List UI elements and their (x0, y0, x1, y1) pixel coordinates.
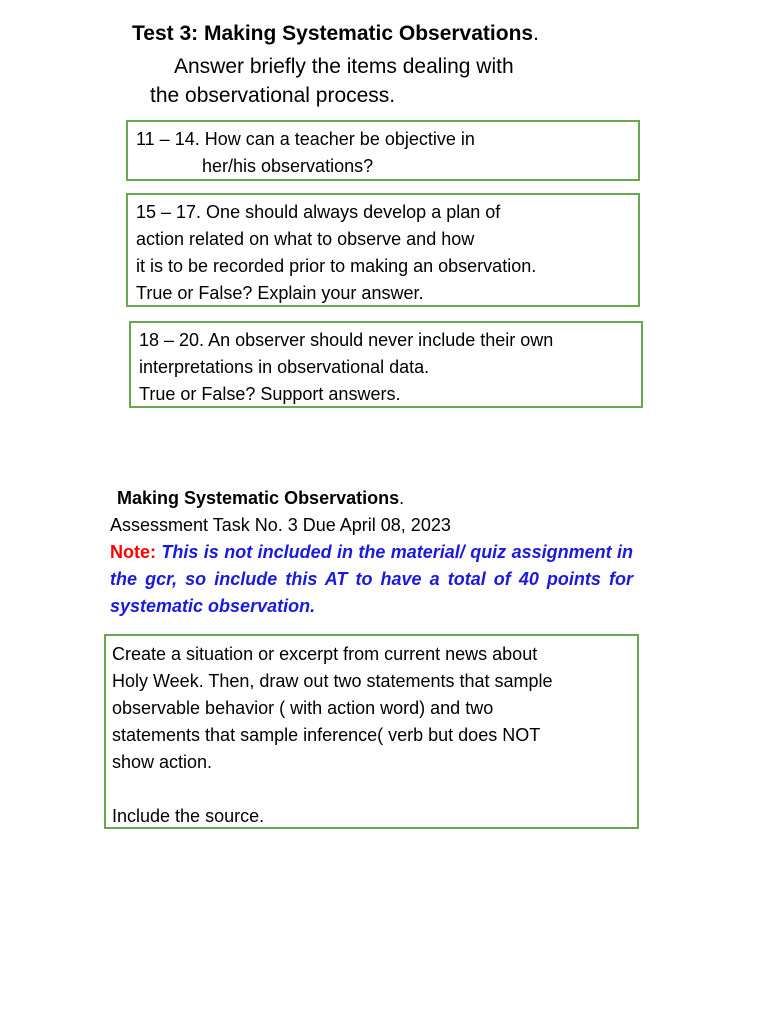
question-line: interpretations in observational data. (139, 357, 430, 377)
instruction-line: Holy Week. Then, draw out two statements that sample (112, 671, 553, 691)
assessment-title-text: Making Systematic Observations (117, 488, 400, 508)
question-line: 18 – 20. An observer should never include their own (139, 330, 554, 350)
assessment-title (117, 485, 404, 512)
page-title-period: . (533, 22, 539, 45)
question-line: action related on what to observe and how (136, 229, 475, 249)
instruction-line: observable behavior ( with action word) and two (112, 698, 494, 718)
assessment-note (110, 539, 633, 620)
instruction-line: show action. (112, 752, 213, 772)
intro-text (150, 52, 514, 110)
assessment-instructions-box (104, 634, 639, 829)
instruction-line: Include the source. (112, 806, 265, 826)
question-line: it is to be recorded prior to making an observation. (136, 256, 537, 276)
assessment-title-period: . (399, 488, 405, 508)
assessment-task-line: Assessment Task No. 3 Due April 08, 2023 (110, 515, 451, 535)
instruction-blank-line (112, 776, 637, 803)
question-line: her/his observations? (202, 156, 374, 176)
question-box-18-20 (129, 321, 643, 408)
question-line: True or False? Explain your answer. (136, 283, 424, 303)
question-line: 15 – 17. One should always develop a plan of (136, 202, 501, 222)
instruction-line: Create a situation or excerpt from current news about (112, 644, 538, 664)
question-line: 11 – 14. How can a teacher be objective in (136, 129, 475, 149)
note-label: Note: (110, 542, 156, 562)
page-title (132, 20, 539, 48)
page-title-text: Test 3: Making Systematic Observations (132, 22, 534, 45)
intro-line-2: the observational process. (150, 84, 396, 107)
note-text: This is not included in the material/ quiz assignment in the gcr, so include this AT to have a total of 40 points for systematic observation. (110, 542, 633, 616)
instruction-line: statements that sample inference( verb but does NOT (112, 725, 541, 745)
question-box-11-14 (126, 120, 640, 181)
intro-line-1: Answer briefly the items dealing with (174, 55, 514, 78)
question-line: True or False? Support answers. (139, 384, 401, 404)
question-box-15-17 (126, 193, 640, 307)
